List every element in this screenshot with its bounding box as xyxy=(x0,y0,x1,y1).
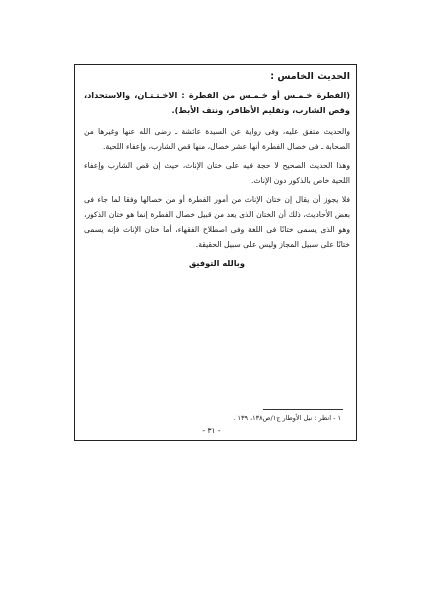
paragraph-1: والحديث متفق عليه، وفى رواية عن السيدة عائشة ـ رضى الله عنها وغيرها من الصحابة ـ فى خصال الفطرة أنها عشر خصال، منها قص الشارب، وإعفاء اللحية. xyxy=(84,127,350,151)
paragraph-3: فلا يجوز أن يقال إن ختان الإناث من أمور الفطرة أو من خصالها وفقا لما جاء فى بعض الأحاديث، ذلك أن الختان الذى يعد من قبيل خصال الفطرة إنما هو ختان الذكور، وهو الذى يسمى ختانًا فى اللغة وفى اصطلاح الفقهاء، أما ختان الإناث فإنه يسمى ختانًا على سبيل المجاز وليس على سبيل الحقيقة. xyxy=(84,195,350,249)
closing-phrase: وبالله التوفيق xyxy=(189,258,245,268)
paragraph-2: وهذا الحديث الصحيح لا حجة فيه على ختان الإناث، حيث إن قص الشارب وإعفاء اللحية خاص بالذكور دون الإناث. xyxy=(84,161,350,185)
page-number: - ٣١ - xyxy=(202,426,221,435)
document-body xyxy=(84,70,350,270)
hadith-text: (الفطرة خـمـس أو خـمـس من الفطرة : الاخـتـتـان، والاستحداد، وقص الشارب، وتقليم الأظافر، ونتف الأبط). xyxy=(84,90,350,115)
footnote-divider xyxy=(263,409,343,410)
section-heading: الحديث الخامس : xyxy=(270,71,350,82)
footnote: ١ - انظر : نيل الأوطار ج١/ص١٣٨، ١٣٩ . xyxy=(233,414,341,422)
